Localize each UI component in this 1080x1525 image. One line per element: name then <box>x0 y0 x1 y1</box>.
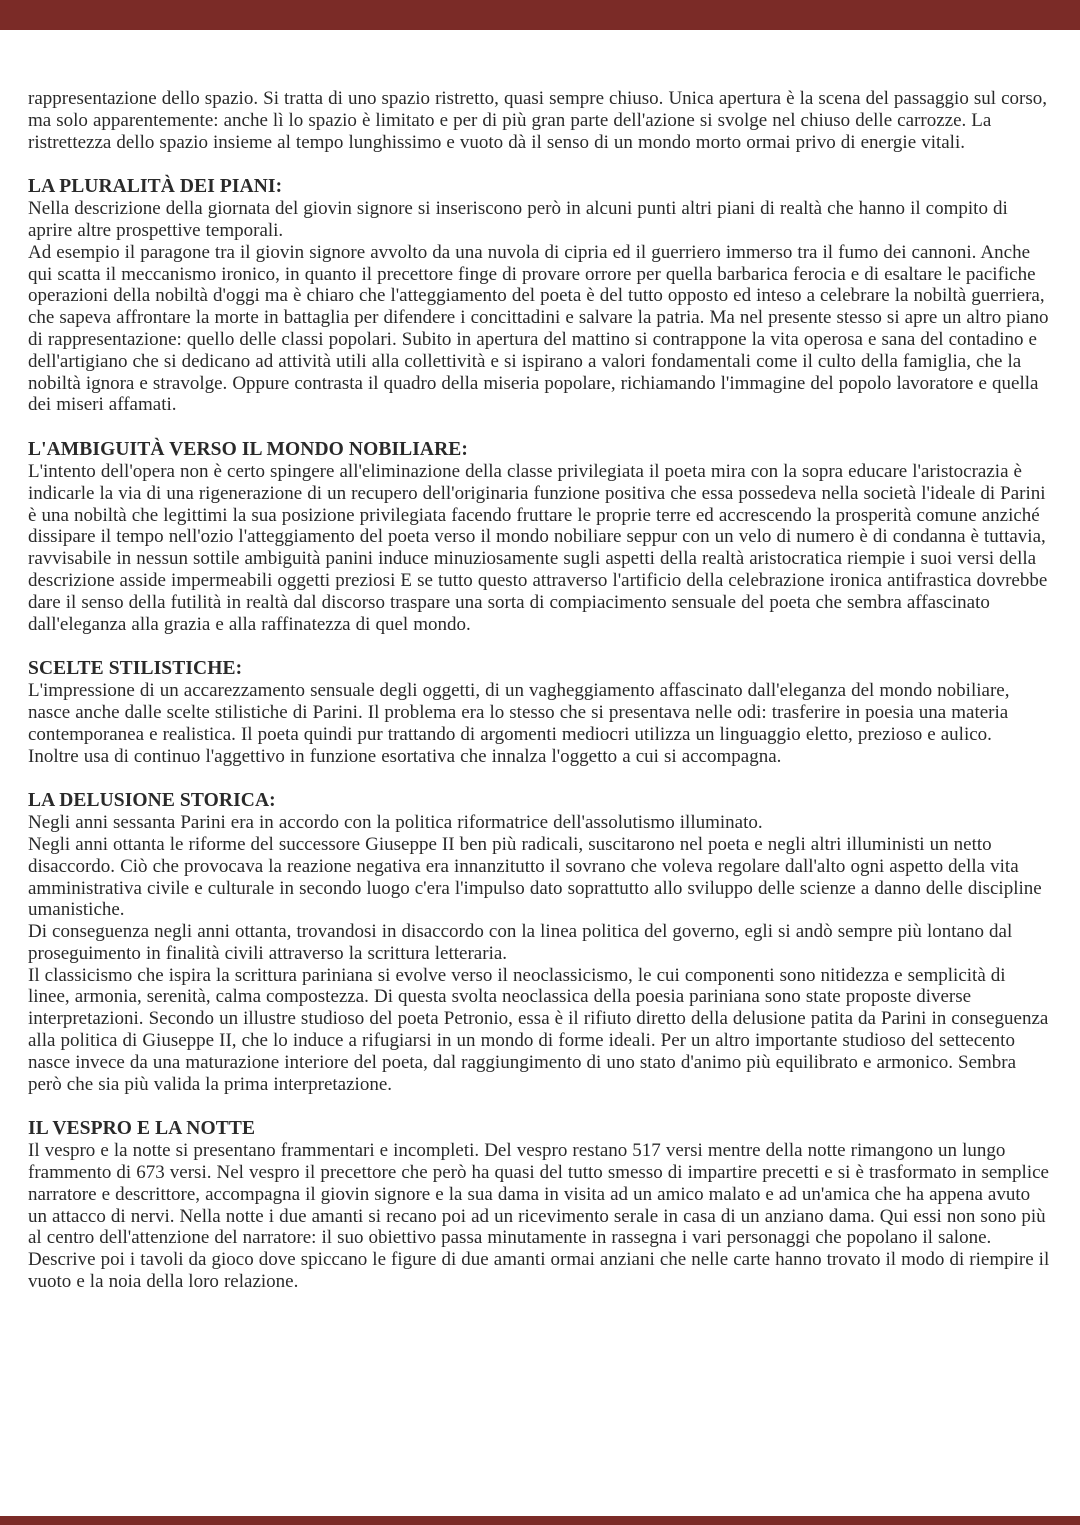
bottom-bar <box>0 1516 1080 1525</box>
paragraph: Nella descrizione della giornata del giovin signore si inseriscono però in alcuni punti altri piani di realtà che hanno il compito di aprire altre prospettive temporali. <box>28 198 1008 241</box>
paragraph: Ad esempio il paragone tra il giovin signore avvolto da una nuvola di cipria ed il guerriero immerso tra il fumo dei cannoni. Anche qui scatta il meccanismo ironico, in quanto il precettore finge di provare orrore per quella barbarica ferocia e di esaltare le pacifiche operazioni della nobiltà d'oggi ma è chiaro che l'atteggiamento del poeta è del tutto opposto ed inteso a celebrare la nobiltà guerriera, che sapeva affrontare la morte in battaglia per difendere i concittadini e salvare la patria. Ma nel presente stesso si apre un altro piano di rappresentazione: quello delle classi popolari. Subito in apertura del mattino si contrappone la vita operosa e sana del contadino e dell'artigiano che si dedicano ad attività utili alla collettività e si ispirano a valori fondamentali come il culto della famiglia, che la nobiltà ignora e stravolge. Oppure contrasta il quadro della miseria popolare, richiamando l'immagine del popolo lavoratore e quella dei miseri affamati. <box>28 241 1049 416</box>
document-page <box>0 30 1080 1293</box>
top-bar <box>0 0 1080 30</box>
section-heading: IL VESPRO E LA NOTTE <box>28 1118 256 1140</box>
document-sections <box>28 88 1052 1293</box>
paragraph: Il classicismo che ispira la scrittura pariniana si evolve verso il neoclassicismo, le cui componenti sono nitidezza e semplicità di linee, armonia, serenità, calma compostezza. Di questa svolta neoclassica della poesia pariniana sono state proposte diverse interpretazioni. Secondo un illustre studioso del poeta Petronio, essa è il rifiuto diretto della delusione patita da Parini in conseguenza alla politica di Giuseppe II, che lo induce a rifugiarsi in un mondo di forme ideali. Per un altro importante studioso del settecento nasce invece da una maturazione interiore del poeta, dal raggiungimento di uno stato d'animo più equilibrato e armonico. Sembra però che sia più valida la prima interpretazione. <box>28 964 1049 1095</box>
paragraph: Inoltre usa di continuo l'aggettivo in funzione esortativa che innalza l'oggetto a cui si accompagna. <box>28 745 782 767</box>
paragraph: Negli anni ottanta le riforme del successore Giuseppe II ben più radicali, suscitarono nel poeta e negli altri illuministi un netto disaccordo. Ciò che provocava la reazione negativa era innanzitutto il sovrano che voleva regolare dall'alto ogni aspetto della vita amministrativa civile e culturale in secondo luogo c'era l'impulso dato soprattutto allo sviluppo delle scienze a danno delle discipline umanistiche. <box>28 833 1042 921</box>
document-section <box>28 439 1052 635</box>
section-heading: LA DELUSIONE STORICA: <box>28 790 276 812</box>
section-heading: L'AMBIGUITÀ VERSO IL MONDO NOBILIARE: <box>28 439 468 461</box>
document-section <box>28 1118 1052 1292</box>
paragraph: Di conseguenza negli anni ottanta, trovandosi in disaccordo con la linea politica del governo, egli si andò sempre più lontano dal proseguimento in finalità civili attraverso la scrittura letteraria. <box>28 921 1013 964</box>
section-heading: SCELTE STILISTICHE: <box>28 658 243 680</box>
document-section <box>28 88 1052 153</box>
paragraph: Negli anni sessanta Parini era in accordo con la politica riformatrice dell'assolutismo illuminato. <box>28 812 763 834</box>
paragraph: L'intento dell'opera non è certo spingere all'eliminazione della classe privilegiata il poeta mira con la sopra educare l'aristocrazia è indicarle la via di una rigenerazione di un recupero dell'originaria funzione positiva che essa possedeva nella società l'ideale di Parini è una nobiltà che legittimi la sua posizione privilegiata facendo fruttare le proprie terre ed accrescendo la prosperità comune anziché dissipare il tempo nell'ozio l'atteggiamento del poeta verso il mondo nobiliare seppur con un velo di numero è di condanna è tuttavia, ravvisabile in nessun sottile ambiguità panini induce minuziosamente sugli aspetti della realtà aristocratica riempie i suoi versi della descrizione asside impermeabili oggetti preziosi E se tutto questo attraverso l'artificio della celebrazione ironica antifrastica dovrebbe dare il senso della futilità in realtà dal discorso traspare una sorta di compiacimento sensuale del poeta che sembra affascinato dall'eleganza alla grazia e alla raffinatezza di quel mondo. <box>28 460 1048 635</box>
paragraph: rappresentazione dello spazio. Si tratta di uno spazio ristretto, quasi sempre chiuso. Unica apertura è la scena del passaggio sul corso, ma solo apparentemente: anche lì lo spazio è limitato e per di più gran parte dell'azione si svolge nel chiuso delle carrozze. La ristrettezza dello spazio insieme al tempo lunghissimo e vuoto dà il senso di un mondo morto ormai privo di energie vitali. <box>28 88 1048 153</box>
paragraph: L'impressione di un accarezzamento sensuale degli oggetti, di un vagheggiamento affascinato dall'eleganza del mondo nobiliare, nasce anche dalle scelte stilistiche di Parini. Il problema era lo stesso che si presentava nelle odi: trasferire in poesia una materia contemporanea e realistica. Il poeta quindi pur trattando di argomenti mediocri utilizza un linguaggio eletto, prezioso e aulico. <box>28 680 1010 745</box>
document-section <box>28 658 1052 767</box>
paragraph: Il vespro e la notte si presentano frammentari e incompleti. Del vespro restano 517 versi mentre della notte rimangono un lungo frammento di 673 versi. Nel vespro il precettore che però ha quasi del tutto smesso di impartire precetti e si è trasformato in semplice narratore e descrittore, accompagna il giovin signore e la sua dama in visita ad un amico malato e ad un'amica che ha appena avuto un attacco di nervi. Nella notte i due amanti si recano poi ad un ricevimento serale in casa di un anziano dama. Qui essi non sono più al centro dell'attenzione del narratore: il suo obiettivo passa minutamente in rassegna i vari personaggi che popolano il salone. Descrive poi i tavoli da gioco dove spiccano le figure di due amanti ormai anziani che nelle carte hanno trovato il modo di riempire il vuoto e la noia della loro relazione. <box>28 1140 1050 1293</box>
section-heading: LA PLURALITÀ DEI PIANI: <box>28 176 283 198</box>
document-section <box>28 176 1052 416</box>
document-section <box>28 790 1052 1095</box>
